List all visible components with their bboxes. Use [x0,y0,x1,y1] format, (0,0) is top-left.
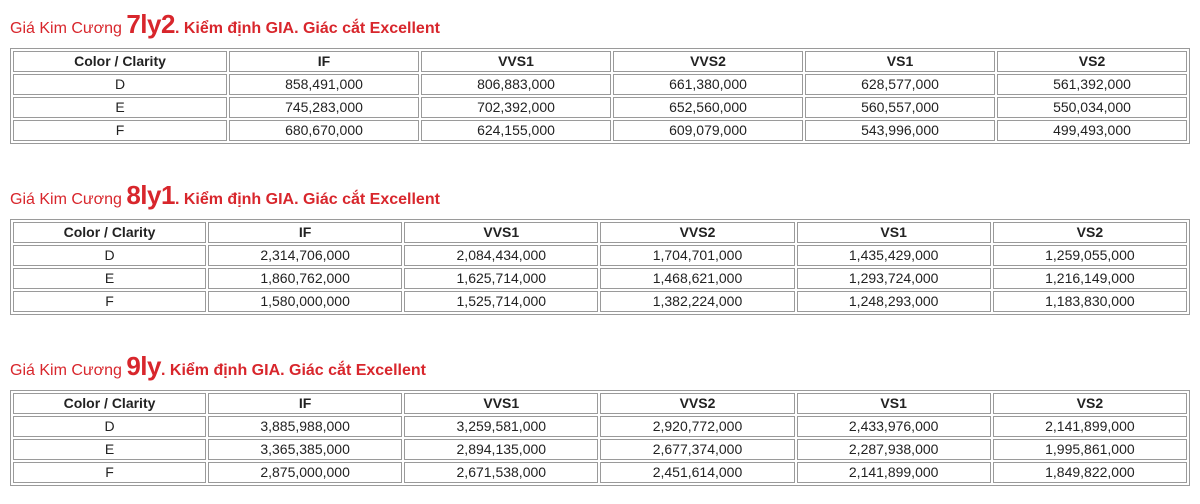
price-cell: 2,141,899,000 [797,462,991,483]
header-if: IF [208,222,402,243]
table-header-row [13,222,1187,243]
price-cell: 745,283,000 [229,97,419,118]
price-cell: 1,183,830,000 [993,291,1187,312]
header-vs1: VS1 [797,393,991,414]
price-cell: 2,141,899,000 [993,416,1187,437]
header-vvs1: VVS1 [421,51,611,72]
price-cell: 702,392,000 [421,97,611,118]
header-vs2: VS2 [997,51,1187,72]
price-cell: 858,491,000 [229,74,419,95]
price-cell: 1,259,055,000 [993,245,1187,266]
table-row [13,268,1187,289]
color-cell: F [13,291,206,312]
price-cell: 560,557,000 [805,97,995,118]
color-cell: D [13,416,206,437]
color-cell: D [13,245,206,266]
price-cell: 652,560,000 [613,97,803,118]
header-vvs2: VVS2 [613,51,803,72]
price-cell: 1,849,822,000 [993,462,1187,483]
price-cell: 2,894,135,000 [404,439,598,460]
header-color-clarity: Color / Clarity [13,51,227,72]
table-row [13,462,1187,483]
price-cell: 2,677,374,000 [600,439,794,460]
price-cell: 2,433,976,000 [797,416,991,437]
color-cell: F [13,120,227,141]
price-cell: 1,293,724,000 [797,268,991,289]
price-cell: 624,155,000 [421,120,611,141]
heading-prefix: Giá Kim Cương [10,362,127,379]
header-vvs1: VVS1 [404,222,598,243]
color-cell: E [13,97,227,118]
price-cell: 609,079,000 [613,120,803,141]
price-cell: 550,034,000 [997,97,1187,118]
heading-prefix: Giá Kim Cương [10,191,127,208]
table-row [13,245,1187,266]
price-cell: 2,084,434,000 [404,245,598,266]
table-header-row [13,51,1187,72]
price-cell: 1,468,621,000 [600,268,794,289]
price-cell: 1,382,224,000 [600,291,794,312]
price-section-7ly2 [10,6,1190,144]
price-cell: 1,625,714,000 [404,268,598,289]
price-table [10,219,1190,315]
price-cell: 1,216,149,000 [993,268,1187,289]
table-header-row [13,393,1187,414]
header-vs2: VS2 [993,393,1187,414]
table-row [13,97,1187,118]
heading-size: 8ly1 [126,180,175,210]
heading-suffix: . Kiểm định GIA. Giác cắt Excellent [174,20,440,37]
price-cell: 661,380,000 [613,74,803,95]
price-cell: 2,451,614,000 [600,462,794,483]
price-cell: 3,885,988,000 [208,416,402,437]
header-color-clarity: Color / Clarity [13,222,206,243]
header-vvs2: VVS2 [600,222,794,243]
price-cell: 680,670,000 [229,120,419,141]
section-heading [10,348,1190,384]
table-row [13,439,1187,460]
header-if: IF [208,393,402,414]
price-cell: 1,860,762,000 [208,268,402,289]
price-cell: 2,314,706,000 [208,245,402,266]
header-vs1: VS1 [797,222,991,243]
price-cell: 1,525,714,000 [404,291,598,312]
section-heading [10,177,1190,213]
color-cell: F [13,462,206,483]
price-cell: 2,875,000,000 [208,462,402,483]
table-row [13,291,1187,312]
header-color-clarity: Color / Clarity [13,393,206,414]
price-cell: 1,704,701,000 [600,245,794,266]
price-section-9ly [10,348,1190,486]
price-table [10,390,1190,486]
section-heading [10,6,1190,42]
price-cell: 499,493,000 [997,120,1187,141]
price-cell: 2,920,772,000 [600,416,794,437]
color-cell: E [13,268,206,289]
header-if: IF [229,51,419,72]
color-cell: E [13,439,206,460]
price-cell: 2,671,538,000 [404,462,598,483]
heading-suffix: . Kiểm định GIA. Giác cắt Excellent [174,191,440,208]
price-cell: 1,435,429,000 [797,245,991,266]
heading-suffix: . Kiểm định GIA. Giác cắt Excellent [161,362,426,379]
table-row [13,120,1187,141]
price-cell: 628,577,000 [805,74,995,95]
price-cell: 1,995,861,000 [993,439,1187,460]
price-cell: 543,996,000 [805,120,995,141]
table-row [13,74,1187,95]
price-cell: 806,883,000 [421,74,611,95]
heading-size: 9ly [126,351,161,381]
price-cell: 561,392,000 [997,74,1187,95]
price-cell: 2,287,938,000 [797,439,991,460]
price-cell: 1,580,000,000 [208,291,402,312]
table-row [13,416,1187,437]
price-cell: 1,248,293,000 [797,291,991,312]
heading-prefix: Giá Kim Cương [10,20,127,37]
heading-size: 7ly2 [126,9,175,39]
header-vvs1: VVS1 [404,393,598,414]
color-cell: D [13,74,227,95]
header-vs2: VS2 [993,222,1187,243]
header-vvs2: VVS2 [600,393,794,414]
header-vs1: VS1 [805,51,995,72]
price-table [10,48,1190,144]
price-cell: 3,365,385,000 [208,439,402,460]
price-section-8ly1 [10,177,1190,315]
price-cell: 3,259,581,000 [404,416,598,437]
